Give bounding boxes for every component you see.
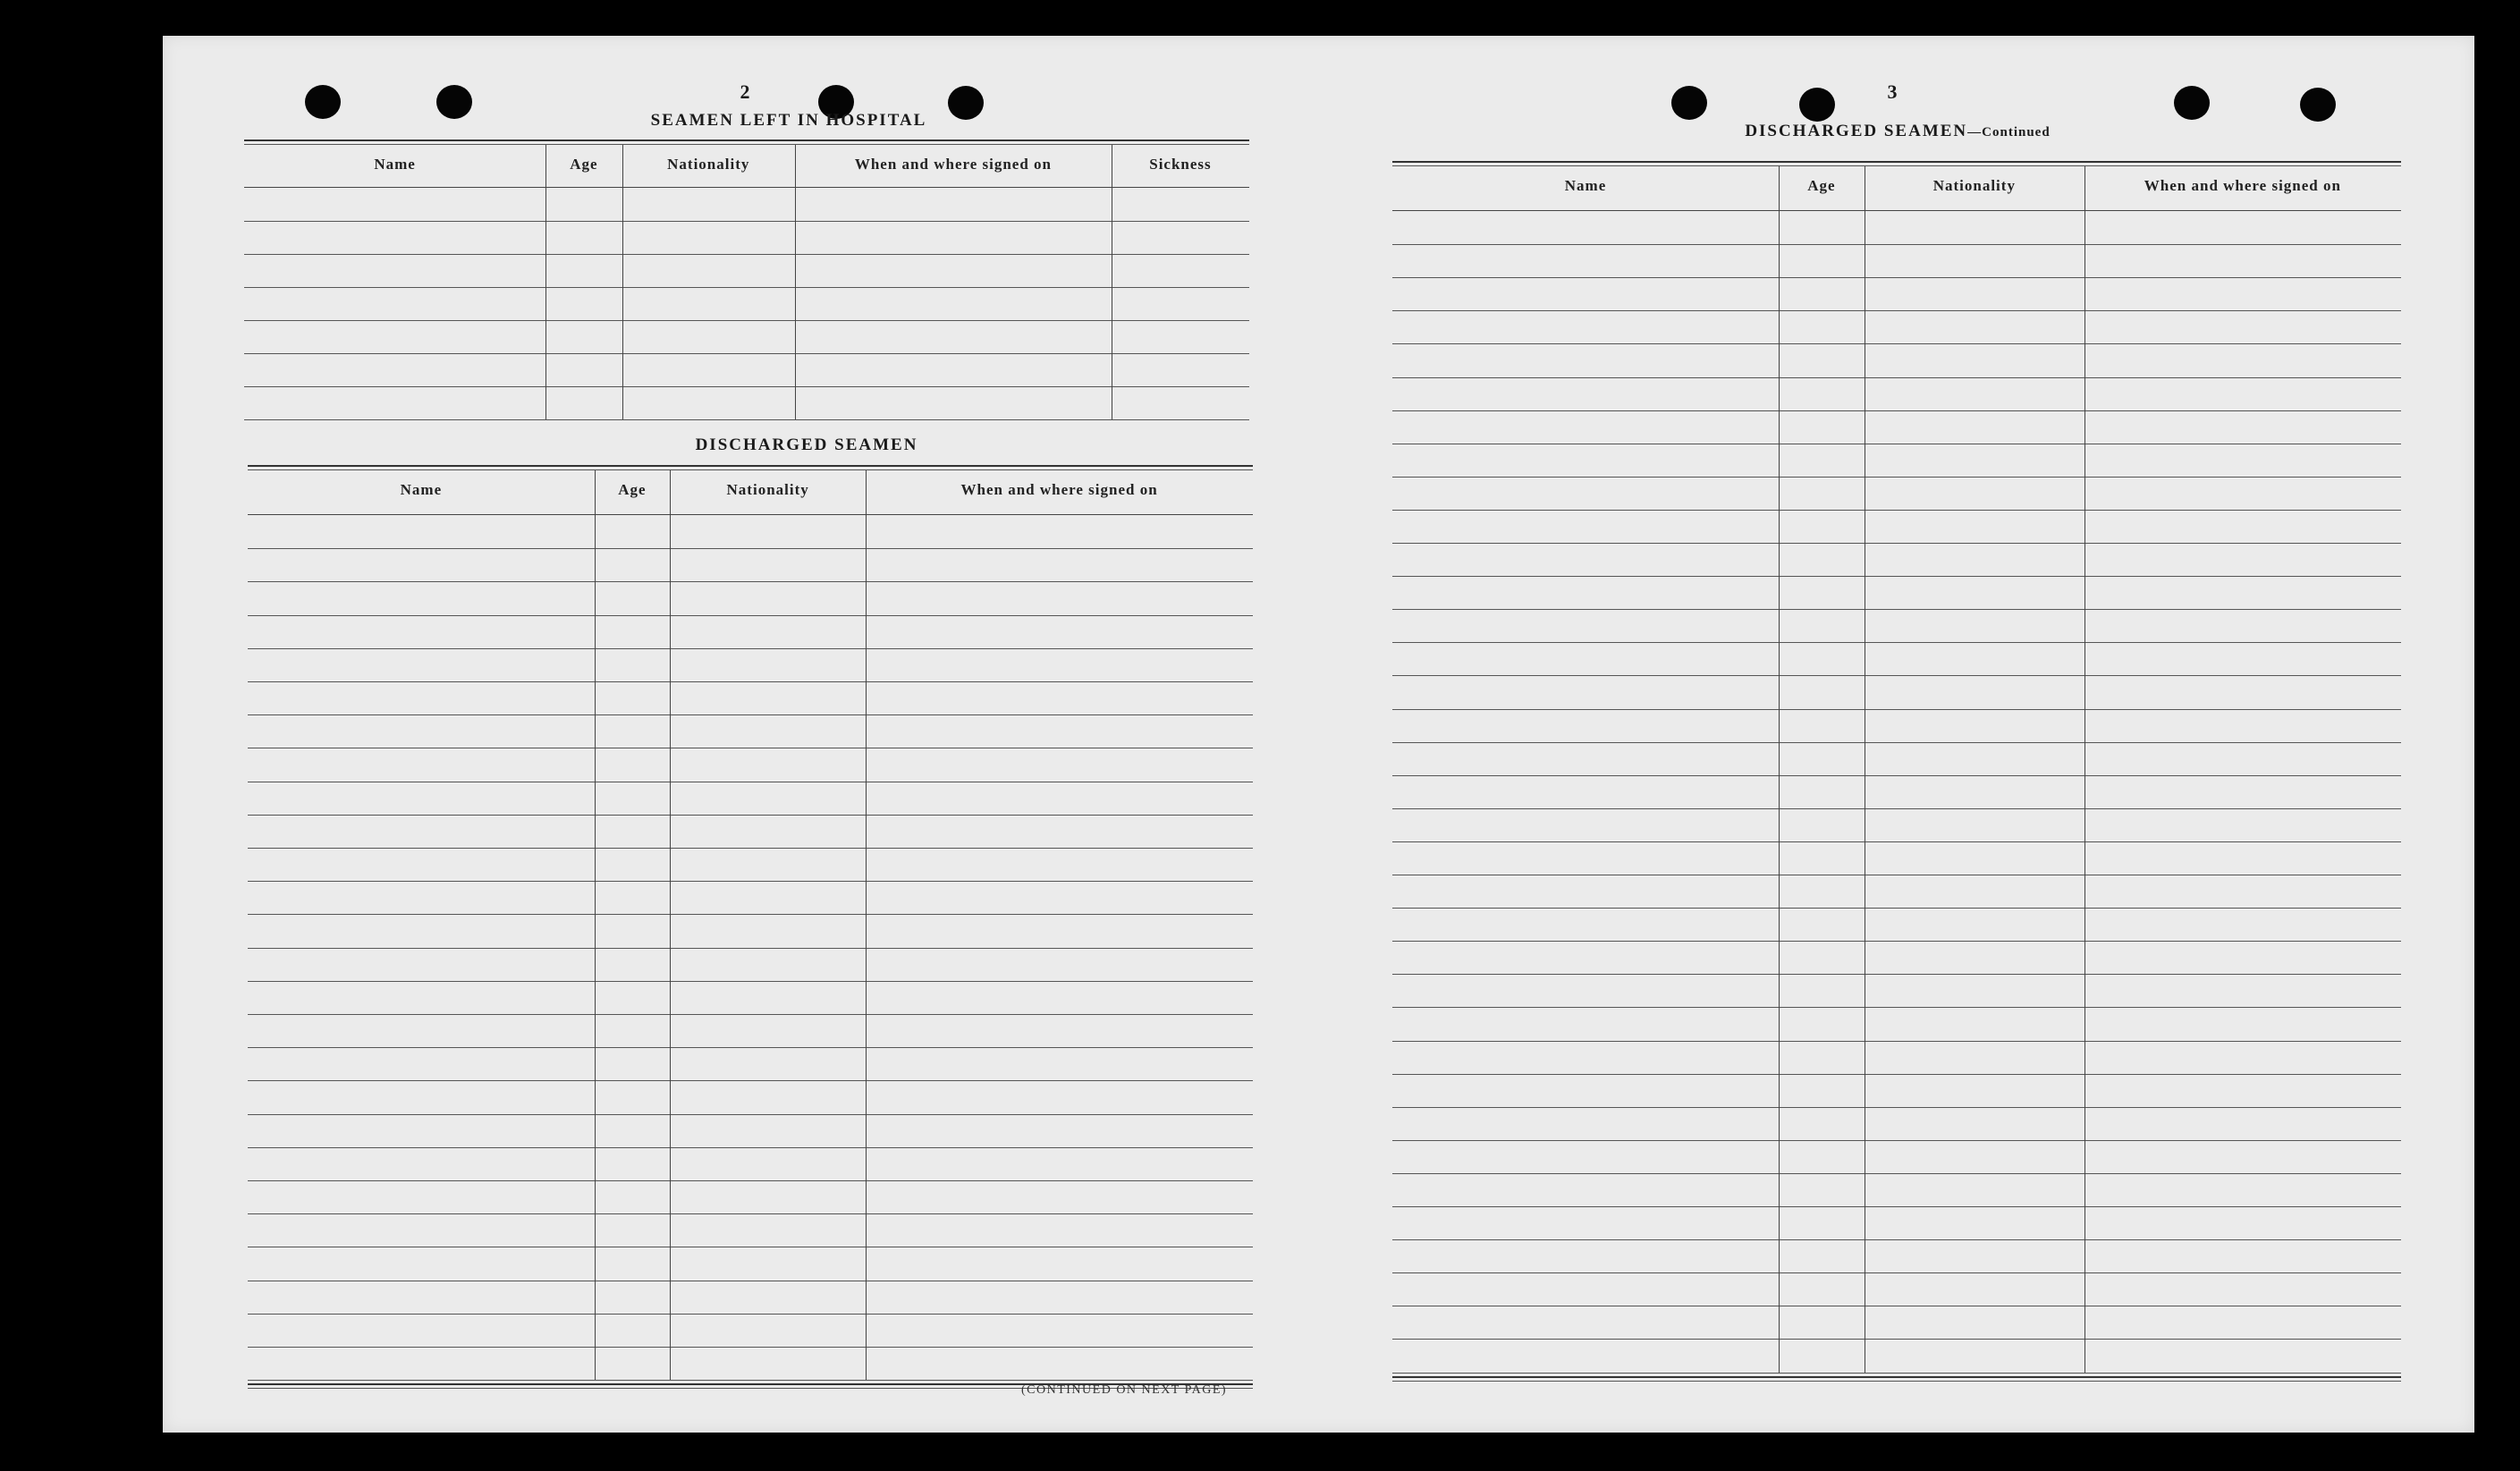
column-header-age: Age — [570, 156, 598, 173]
table-row — [248, 914, 1253, 915]
table-row — [1392, 1272, 2401, 1273]
column-divider — [595, 470, 596, 1380]
column-divider — [795, 145, 796, 419]
punch-hole — [305, 85, 341, 119]
page-number-left: 2 — [740, 80, 750, 103]
table-row — [1392, 1041, 2401, 1042]
column-divider — [545, 145, 546, 419]
table-row — [248, 1047, 1253, 1048]
table-row — [244, 419, 1249, 420]
table-row — [248, 815, 1253, 816]
table-row — [248, 1380, 1253, 1381]
table-row — [248, 1213, 1253, 1214]
table-row — [1392, 941, 2401, 942]
column-header-when-and-where-signed-on: When and where signed on — [2144, 177, 2341, 194]
table-row — [248, 1314, 1253, 1315]
table-row — [248, 1347, 1253, 1348]
table-row — [1392, 609, 2401, 610]
table-row — [1392, 775, 2401, 776]
column-divider — [670, 470, 671, 1380]
column-header-nationality: Nationality — [726, 481, 809, 498]
table-row — [248, 581, 1253, 582]
table-row — [248, 1180, 1253, 1181]
table-row — [248, 1014, 1253, 1015]
table-row — [1392, 277, 2401, 278]
table-row — [248, 648, 1253, 649]
punch-hole — [2300, 88, 2336, 122]
table-row — [1392, 1239, 2401, 1240]
table-row — [1392, 244, 2401, 245]
table-row — [1392, 576, 2401, 577]
table-row — [1392, 310, 2401, 311]
table-row — [248, 714, 1253, 715]
column-header-name: Name — [1564, 177, 1607, 194]
punch-hole — [1799, 88, 1835, 122]
table-row — [1392, 908, 2401, 909]
table-row — [1392, 543, 2401, 544]
discharged-table — [248, 465, 1253, 1386]
punch-hole — [436, 85, 472, 119]
table-bottom-rule — [1392, 1376, 2401, 1382]
column-header-name: Name — [374, 156, 416, 173]
table-row — [248, 848, 1253, 849]
table-row — [248, 948, 1253, 949]
discharged-section-title: DISCHARGED SEAMEN — [695, 435, 918, 454]
continued-note: (CONTINUED ON NEXT PAGE) — [1021, 1383, 1228, 1397]
table-row — [244, 287, 1249, 288]
punch-hole — [2174, 86, 2210, 120]
table-header — [248, 470, 1253, 515]
table-row — [1392, 675, 2401, 676]
table-row — [1392, 808, 2401, 809]
column-header-nationality: Nationality — [1932, 177, 2016, 194]
table-row — [1392, 477, 2401, 478]
table-row — [1392, 1206, 2401, 1207]
discharged-continued-table — [1392, 161, 2401, 1401]
column-divider — [622, 145, 623, 419]
table-row — [1392, 1074, 2401, 1075]
table-row — [1392, 343, 2401, 344]
table-row — [1392, 742, 2401, 743]
table-row — [1392, 1140, 2401, 1141]
table-row — [1392, 1173, 2401, 1174]
table-row — [1392, 642, 2401, 643]
table-row — [1392, 841, 2401, 842]
table-row — [1392, 1107, 2401, 1108]
column-header-when-and-where-signed-on: When and where signed on — [854, 156, 1053, 173]
column-divider — [866, 470, 867, 1380]
table-row — [1392, 410, 2401, 411]
discharged-continued-title — [1638, 122, 2157, 141]
table-row — [248, 615, 1253, 616]
table-header — [244, 145, 1249, 188]
document-sheet — [163, 36, 2474, 1433]
table-row — [248, 1147, 1253, 1148]
discharged-continued-title-suffix: —Continued — [1967, 125, 2051, 139]
discharged-continued-title-main: DISCHARGED SEAMEN — [1745, 122, 1968, 140]
column-divider — [2084, 166, 2085, 1373]
column-header-sickness: Sickness — [1149, 156, 1212, 173]
table-row — [1392, 377, 2401, 378]
table-row — [1392, 1007, 2401, 1008]
hospital-section-title: SEAMEN LEFT IN HOSPITAL — [650, 111, 927, 130]
table-row — [248, 1114, 1253, 1115]
table-row — [244, 320, 1249, 321]
table-header — [1392, 166, 2401, 211]
column-header-age: Age — [618, 481, 647, 498]
table-row — [1392, 1373, 2401, 1374]
column-header-name: Name — [400, 481, 443, 498]
punch-hole — [1671, 86, 1707, 120]
page-number-right: 3 — [1887, 80, 1898, 103]
table-row — [248, 981, 1253, 982]
hospital-table — [244, 139, 1249, 460]
column-header-when-and-where-signed-on: When and where signed on — [960, 481, 1158, 498]
table-row — [1392, 709, 2401, 710]
table-row — [248, 881, 1253, 882]
table-row — [248, 1080, 1253, 1081]
table-row — [1392, 510, 2401, 511]
table-row — [244, 386, 1249, 387]
column-header-nationality: Nationality — [667, 156, 750, 173]
table-row — [248, 548, 1253, 549]
column-header-age: Age — [1807, 177, 1836, 194]
table-row — [244, 254, 1249, 255]
column-divider — [1779, 166, 1780, 1373]
table-row — [244, 221, 1249, 222]
table-row — [248, 681, 1253, 682]
table-row — [1392, 974, 2401, 975]
table-row — [1392, 1339, 2401, 1340]
table-row — [244, 353, 1249, 354]
